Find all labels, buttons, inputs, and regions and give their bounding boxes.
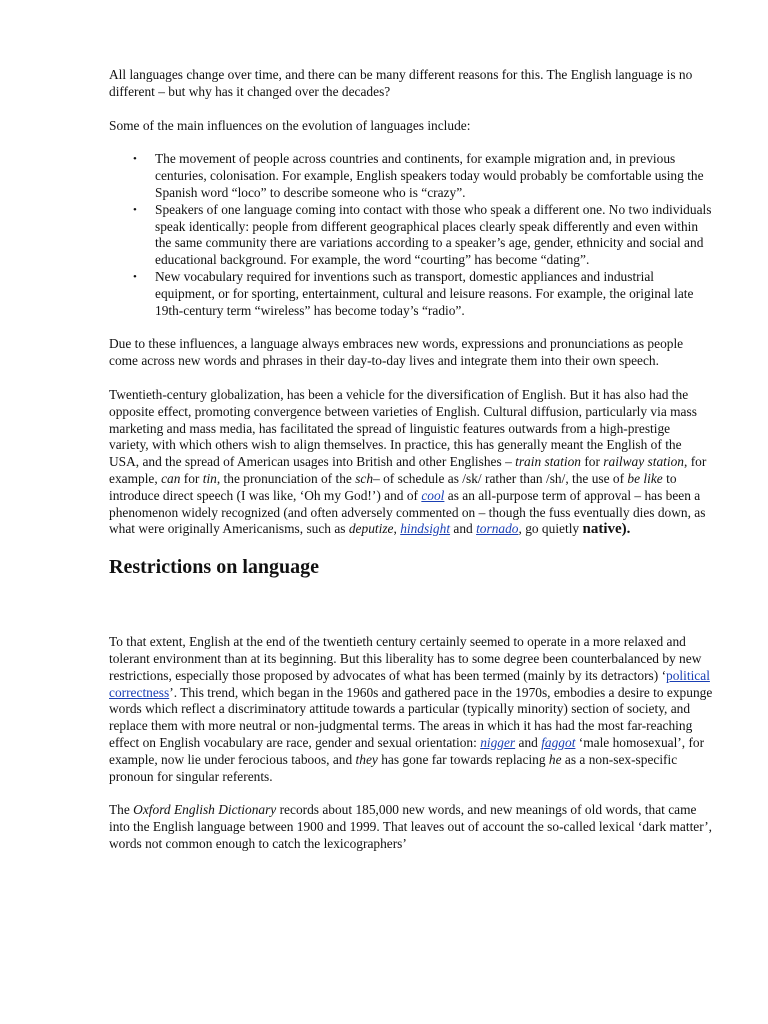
native-text: native). (582, 521, 631, 538)
bullet-icon: • (133, 203, 137, 216)
list-item-text: New vocabulary required for inventions such as transport, domestic appliances and industrial equipment, or for sporting, entertainment, cultural and leisure reasons. For example, the original late 19th-century term “wireless” has become today’s “radio”. (155, 268, 694, 318)
italic-term: can (161, 470, 181, 486)
influences-paragraph: Due to these influences, a language always embraces new words, expressions and pronunciations as people come across new words and phrases in their day-to-day lives and integrate them into their own speech. (109, 336, 684, 369)
link-political-correctness[interactable]: political correctness (109, 667, 710, 700)
list-item (133, 268, 713, 319)
link-term-2[interactable]: faggot (541, 734, 576, 750)
list-item (133, 151, 713, 201)
document-page (109, 67, 713, 870)
list-item-text: Speakers of one language coming into contact with those who speak a different one. No two individuals speak identically: people from different geographical places clearly speak differently and even within the same community there are variations according to a speaker’s age, gender, ethnicity and social and educational background. For example, the word “courting” has become “dating”. (155, 201, 712, 268)
italic-term: he (548, 751, 562, 767)
bullet-icon: • (133, 270, 137, 283)
link-tornado[interactable]: tornado (476, 521, 519, 537)
bullet-icon: • (133, 153, 137, 166)
list-item-text: The movement of people across countries and continents, for example migration and, in previous centuries, colonisation. For example, English speakers today would probably be comfortable using the Spanish word “loco” to describe someone who is “crazy”. (155, 151, 704, 200)
italic-term: be like (627, 470, 663, 486)
link-hindsight[interactable]: hindsight (400, 521, 451, 537)
list-item (133, 201, 713, 269)
link-cool[interactable]: cool (421, 487, 445, 503)
italic-term: sch (355, 470, 374, 486)
restrictions-paragraph: To that extent, English at the end of the twentieth century certainly seemed to operate in a more relaxed and tolerant environment than at its beginning. But this liberality has to some degree been counterbalanced by new restrictions, especially those proposed by advocates of what has been termed (mainly by its detractors) ‘political correctness’. This trend, which began in the 1960s and gathered pace in the 1970s, embodies a desire to expunge words which reflect a discriminatory attitude towards a particular (typically minority) section of society, and replace them with more neutral or non-judgmental terms. The areas in which it has had the most far-reaching effect on English vocabulary are race, gender and sexual orientation: nigger and faggot ‘male homosexual’, for example, now lie under ferocious taboos, and they has gone far towards replacing he as a non-sex-specific pronoun for singular referents. (109, 634, 713, 784)
influences-intro: Some of the main influences on the evolution of languages include: (109, 117, 471, 133)
italic-term: tin (202, 470, 217, 486)
influences-list (109, 151, 713, 319)
oed-paragraph: The Oxford English Dictionary records about 185,000 new words, and new meanings of old words, that came into the English language between 1900 and 1999. That leaves out of account the so-called lexical ‘dark matter’, words not common enough to catch the lexicographers’ (109, 802, 712, 851)
italic-term: train station (515, 454, 581, 470)
intro-paragraph: All languages change over time, and there can be many different reasons for this. The English language is no different – but why has it changed over the decades? (109, 67, 693, 99)
globalization-paragraph: Twentieth-century globalization, has been a vehicle for the diversification of English. But it has also had the opposite effect, promoting convergence between varieties of English. Cultural diffusion, particularly via mass marketing and mass media, has facilitated the spread of linguistic features outwards from a high-prestige variety, with which others wish to align themselves. In practice, this has generally meant the English of the USA, and the spread of American usages into British and other Englishes – train station for railway station, for example, can for tin, the pronunciation of the sch– of schedule as /sk/ rather than /sh/, the use of be like to introduce direct speech (I was like, ‘Oh my God!’) and of cool as an all-purpose term of approval – has been a phenomenon widely recognized (and often adversely commented on – though the fuss eventually dies down, as what were originally Americanisms, such as deputize, hindsight and tornado, go quietly native). (109, 386, 707, 538)
link-term-1[interactable]: nigger (480, 734, 516, 750)
italic-title: Oxford English Dictionary (133, 802, 277, 818)
italic-term: deputize (348, 521, 394, 537)
italic-term: railway station (603, 454, 685, 470)
italic-term: they (355, 751, 378, 767)
section-heading: Restrictions on language (109, 556, 319, 579)
